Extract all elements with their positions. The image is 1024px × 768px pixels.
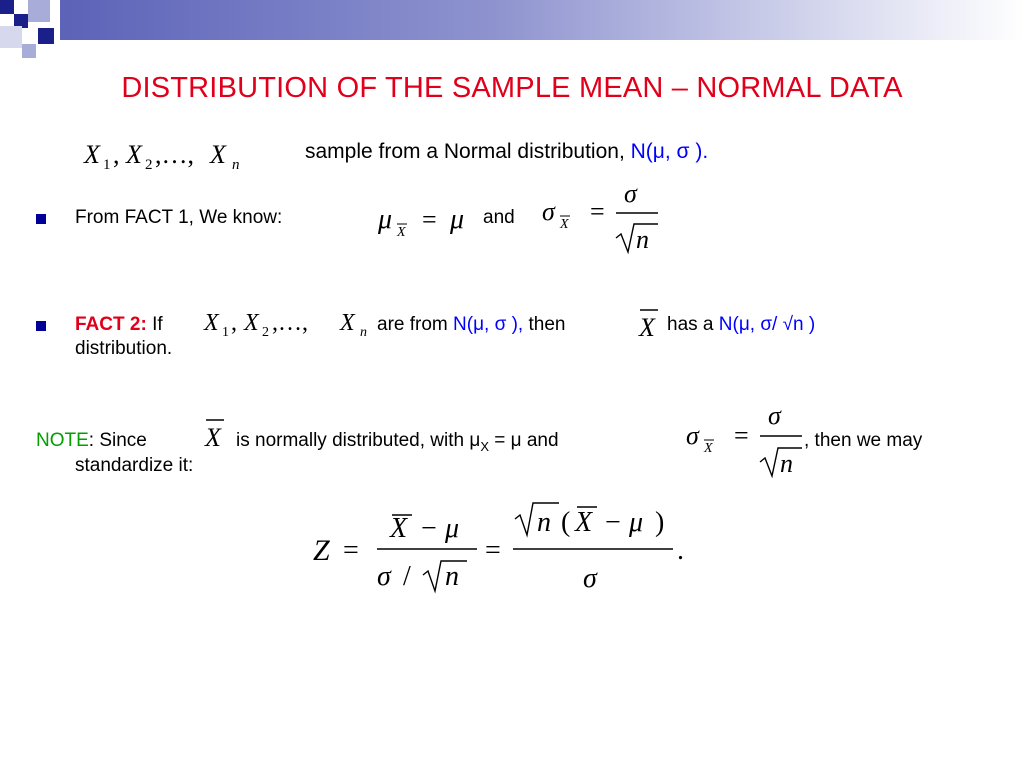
svg-text:n: n <box>360 325 367 340</box>
header-band <box>60 0 1024 40</box>
svg-text:σ: σ <box>583 563 597 594</box>
line1-description: sample from a Normal distribution, <box>305 140 625 163</box>
svg-text:/: / <box>403 561 411 592</box>
svg-text:X: X <box>205 423 221 452</box>
svg-text:=: = <box>343 535 359 566</box>
fact2-middle <box>377 314 565 336</box>
svg-text:σ: σ <box>686 421 699 450</box>
svg-text:n: n <box>232 157 240 173</box>
bullet-1-marker <box>36 214 46 224</box>
note-since: : Since <box>88 430 147 451</box>
svg-text:n: n <box>636 225 649 254</box>
note-text2: = μ and <box>488 430 559 451</box>
note-tail: , then we may <box>804 430 923 451</box>
svg-text:): ) <box>655 507 665 538</box>
svg-text:n: n <box>537 507 551 538</box>
svg-text:,…,: ,…, <box>272 310 308 336</box>
svg-text:X: X <box>390 513 408 544</box>
svg-text:X: X <box>126 140 142 169</box>
svg-text:σ: σ <box>542 197 555 226</box>
fact2-tail <box>667 314 815 336</box>
svg-text:X: X <box>575 507 593 538</box>
bullet-2-lead <box>75 314 163 336</box>
note-sub: X <box>480 438 489 454</box>
svg-text:X: X <box>397 225 406 240</box>
svg-text:2: 2 <box>145 157 153 173</box>
bullet-1-and: and <box>483 207 515 228</box>
note-lead <box>36 430 147 452</box>
note-text1: is normally distributed, with μ <box>236 430 481 451</box>
sd-of-xbar-formula <box>536 176 666 260</box>
svg-text:X: X <box>244 310 259 336</box>
fact2-variables-formula <box>200 302 380 344</box>
decor-square-6 <box>22 44 36 58</box>
svg-text:μ: μ <box>450 204 465 235</box>
svg-text:1: 1 <box>222 325 229 340</box>
svg-text:X: X <box>84 140 100 169</box>
fact2-are-from: are from <box>377 314 448 335</box>
svg-text:σ: σ <box>377 561 391 592</box>
svg-text:X: X <box>210 140 226 169</box>
svg-text:,…,: ,…, <box>155 140 194 169</box>
svg-text:σ: σ <box>768 401 781 430</box>
mean-of-xbar-formula <box>372 196 482 244</box>
svg-text:μ: μ <box>378 204 393 235</box>
svg-text:n: n <box>445 561 459 592</box>
decor-square-1 <box>0 0 14 14</box>
svg-text:X: X <box>340 310 355 336</box>
fact2-label: FACT 2: <box>75 314 147 335</box>
svg-text:1: 1 <box>103 157 111 173</box>
svg-text:X: X <box>560 217 569 232</box>
svg-text:2: 2 <box>262 325 269 340</box>
svg-text:−: − <box>421 513 437 544</box>
standardization-formula <box>305 495 705 605</box>
fact2-continuation: distribution. <box>75 338 173 359</box>
formula-z: Z <box>313 534 330 567</box>
svg-text:X: X <box>204 310 219 336</box>
svg-text:=: = <box>485 535 501 566</box>
svg-text:=: = <box>590 197 605 226</box>
fact2-xbar <box>634 302 666 344</box>
bullet-2-marker <box>36 321 46 331</box>
note-label: NOTE <box>36 430 89 451</box>
svg-text:σ: σ <box>624 179 637 208</box>
svg-text:n: n <box>780 449 793 478</box>
svg-text:μ: μ <box>629 507 644 538</box>
line1-text <box>305 140 708 164</box>
svg-text:X: X <box>639 313 655 342</box>
svg-text:=: = <box>734 421 749 450</box>
fact2-then: then <box>528 314 566 335</box>
svg-text:,: , <box>113 140 120 169</box>
sample-variables-formula <box>80 135 280 175</box>
note-middle <box>236 430 559 454</box>
bullet-1-text: From FACT 1, We know: <box>75 207 283 228</box>
decor-square-4 <box>0 26 22 48</box>
fact2-dist1: N(μ, σ ), <box>453 314 524 335</box>
svg-text:−: − <box>605 507 621 538</box>
fact2-if: If <box>152 314 163 335</box>
fact2-dist2: N(μ, σ/ √n ) <box>718 314 816 335</box>
formula-period: . <box>677 535 684 566</box>
svg-text:,: , <box>231 310 237 336</box>
decor-square-5 <box>38 28 54 44</box>
svg-text:X: X <box>704 441 713 456</box>
svg-text:=: = <box>422 205 437 234</box>
svg-text:μ: μ <box>445 513 460 544</box>
slide-title: DISTRIBUTION OF THE SAMPLE MEAN – NORMAL DATA <box>121 72 903 104</box>
decor-square-3 <box>28 0 50 22</box>
svg-text:(: ( <box>561 507 571 538</box>
line1-distribution: N(μ, σ ). <box>630 140 709 163</box>
note-xbar <box>198 412 234 454</box>
note-continuation: standardize it: <box>75 455 194 476</box>
note-sd-formula <box>680 400 810 484</box>
fact2-has-a: has a <box>667 314 714 335</box>
